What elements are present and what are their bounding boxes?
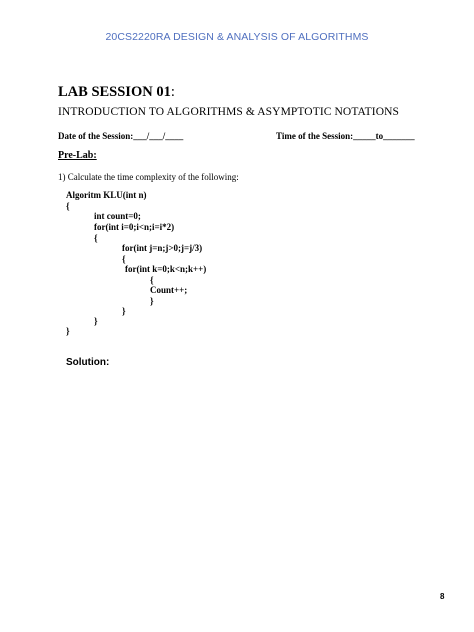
- lab-title-text: LAB SESSION 01: [58, 84, 171, 100]
- code-line: for(int j=n;j>0;j=j/3): [122, 243, 203, 253]
- code-line: for(int k=0;k<n;k++): [125, 264, 207, 274]
- lab-title-colon: :: [170, 84, 175, 100]
- lab-subtitle: INTRODUCTION TO ALGORITHMS & ASYMPTOTIC NOTATIONS: [58, 106, 400, 118]
- code-line: {: [150, 275, 154, 285]
- code-line: }: [94, 316, 98, 326]
- page-number: 8: [440, 592, 445, 601]
- code-line: {: [66, 201, 70, 211]
- code-line: }: [150, 296, 154, 306]
- code-line: Algoritm KLU(int n): [66, 190, 147, 200]
- course-header: 20CS2220RA DESIGN & ANALYSIS OF ALGORITHMS: [105, 31, 369, 43]
- session-time-line: Time of the Session:_____to_______: [276, 131, 415, 141]
- lab-session-title: [58, 84, 175, 101]
- prelab-heading: Pre-Lab:: [58, 150, 97, 161]
- code-line: for(int i=0;i<n;i=i*2): [94, 222, 175, 232]
- question-1: 1) Calculate the time complexity of the following:: [58, 172, 239, 182]
- code-line: int count=0;: [94, 211, 141, 221]
- code-line: }: [66, 326, 70, 336]
- code-line: {: [122, 254, 126, 264]
- code-line: }: [122, 306, 126, 316]
- session-date-line: Date of the Session:___/___/____: [58, 131, 184, 141]
- solution-label: Solution:: [66, 357, 110, 368]
- code-line: Count++;: [150, 285, 188, 295]
- code-line: {: [94, 233, 98, 243]
